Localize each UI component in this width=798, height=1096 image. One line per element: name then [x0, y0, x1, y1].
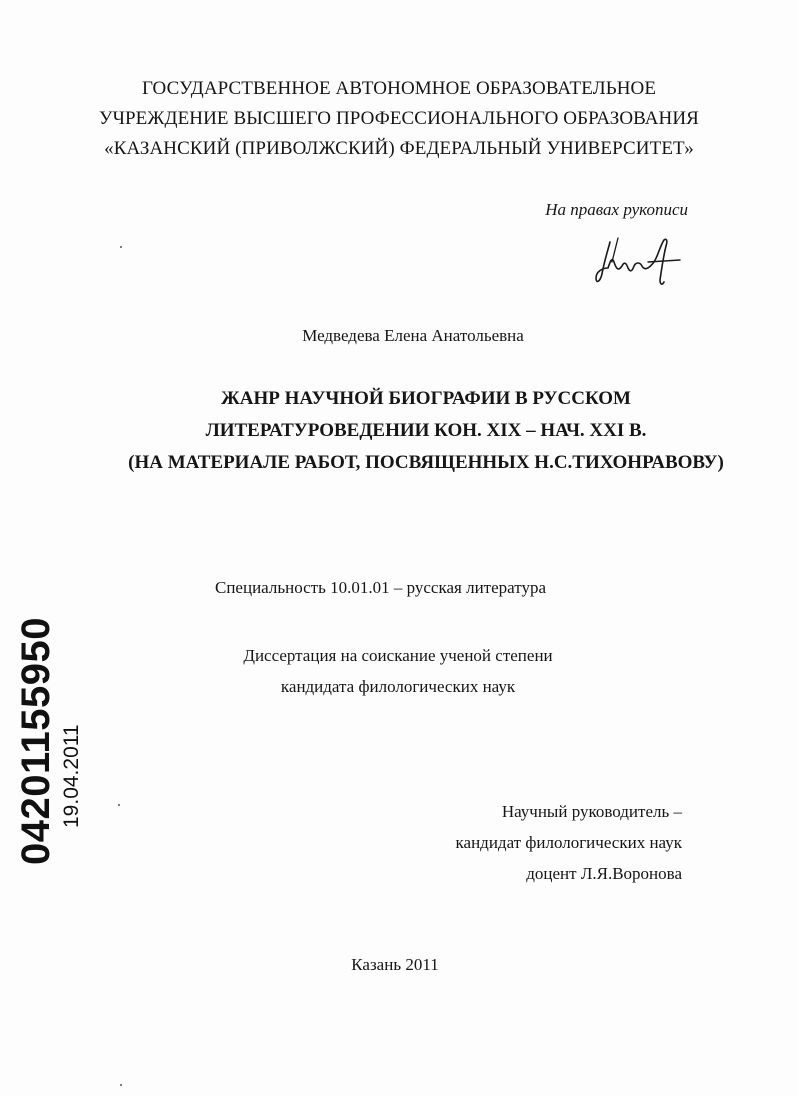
supervisor-block	[456, 796, 682, 889]
dissertation-title	[0, 383, 798, 479]
institution-line-3: «КАЗАНСКИЙ (ПРИВОЛЖСКИЙ) ФЕДЕРАЛЬНЫЙ УНИВЕРСИТЕТ»	[104, 138, 694, 159]
author-name: Медведева Елена Анатольевна	[302, 326, 524, 345]
supervisor-line-1: Научный руководитель –	[501, 802, 682, 821]
scan-speck	[120, 246, 122, 248]
scan-speck	[120, 1084, 122, 1086]
title-line-2: ЛИТЕРАТУРОВЕДЕНИИ КОН. XIX – НАЧ. XXI В.	[205, 420, 647, 441]
supervisor-line-3: доцент Л.Я.Воронова	[526, 864, 682, 883]
degree-statement	[0, 640, 796, 702]
library-stamp-code: 04201155950	[14, 617, 58, 865]
supervisor-line-2: кандидат филологических наук	[455, 833, 682, 852]
institution-line-1: ГОСУДАРСТВЕННОЕ АВТОНОМНОЕ ОБРАЗОВАТЕЛЬНОЕ	[141, 78, 657, 99]
city-year: Казань 2011	[351, 955, 439, 974]
specialty: Специальность 10.01.01 – русская литература	[215, 578, 547, 597]
institution-line-2: УЧРЕЖДЕНИЕ ВЫСШЕГО ПРОФЕССИОНАЛЬНОГО ОБРАЗОВАНИЯ	[99, 108, 699, 129]
title-line-3: (НА МАТЕРИАЛЕ РАБОТ, ПОСВЯЩЕННЫХ Н.С.ТИХОНРАВОВУ)	[128, 452, 724, 473]
manuscript-note: На правах рукописи	[545, 200, 688, 219]
institution-header	[0, 74, 798, 164]
scan-speck	[118, 804, 120, 806]
title-line-1: ЖАНР НАУЧНОЙ БИОГРАФИИ В РУССКОМ	[221, 388, 631, 409]
degree-line-2: кандидата филологических наук	[280, 677, 516, 696]
handwritten-signature	[588, 232, 688, 292]
degree-line-1: Диссертация на соискание ученой степени	[243, 646, 553, 665]
library-stamp-date: 19.04.2011	[60, 724, 83, 828]
